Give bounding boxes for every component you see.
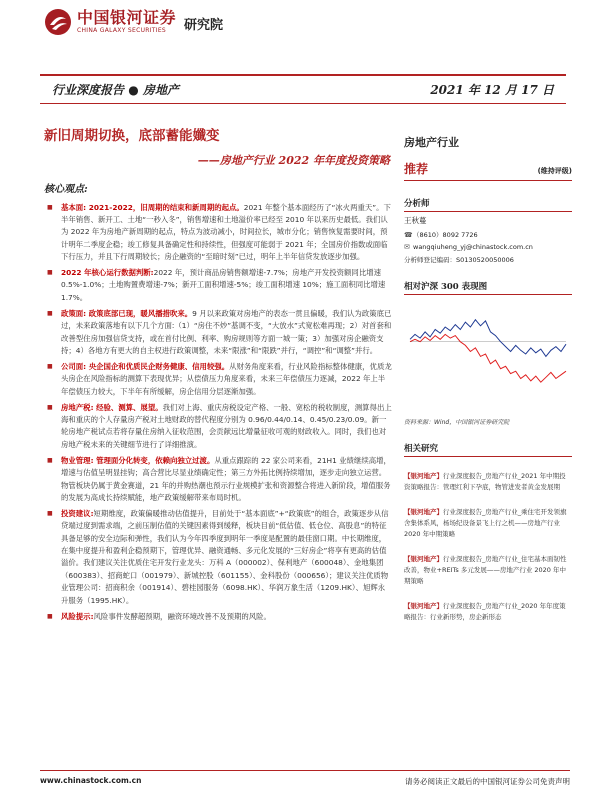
key-point <box>44 402 392 452</box>
rating-value: 推荐 <box>404 162 429 176</box>
key-point-text: 短期维度，政策偏暖推动估值提升，目前处于“基本面底”+“政策底”的组合，政策逐步从信贷端过度到需求端，之前压制估值的关键因素得到缓释，板块目前“低估值、低仓位、高股息”的特征具备足够的安全边际和弹性，我们认为今年四季度到明年一季度是配置的最佳窗口期。中长期维度，在集中度提升和盈利企稳预期下，管理优异、融资通畅、多元化发展的“三好房企”将享有更高的估值溢价。我们建议关注优质住宅开发行业龙头：万科 A（000002）、保利地产（600048）、金地集团（600383）、招商蛇口（001979）、新城控股（601155）、金科股份（000656）；建议关注优质物业管理公司：招商积余（001914）、碧桂园服务（6098.HK）、华润万象生活（1209.HK）、旭辉永升服务（1995.HK）。 <box>61 508 389 605</box>
brand-name-en: CHINA GALAXY SECURITIES <box>77 27 167 34</box>
footer-url[interactable]: www.chinastock.com.cn <box>40 776 142 785</box>
related-tag: 【银河地产】 <box>404 508 443 516</box>
key-points-list <box>44 198 392 756</box>
report-subtitle: ——房地产行业 2022 年年度投资策略 <box>197 154 390 167</box>
related-research-item[interactable] <box>404 507 572 540</box>
key-point-text: 风险事件发酵超预期，融资环境改善不及预期的风险。 <box>93 611 271 621</box>
analyst-phone-row <box>404 230 572 239</box>
chart-series-line-0 <box>410 320 566 357</box>
galaxy-logo-icon <box>44 8 72 36</box>
rating-note: (维持评级) <box>537 167 572 175</box>
analyst-email-row <box>404 243 572 251</box>
key-point <box>44 508 392 607</box>
report-header-band <box>40 74 566 104</box>
key-point <box>44 308 392 358</box>
phone-icon: ☎ <box>404 230 413 239</box>
related-text: 行业深度报告_房地产行业_2021 年中期投资策略报告：管理红利下孕底，物管进发者黄金发展期 <box>404 472 566 491</box>
key-point-lead: 政策面: 政策底部已现，暖风播措吹来。 <box>61 308 193 318</box>
related-research-item[interactable] <box>404 471 572 493</box>
report-category-line <box>52 81 179 98</box>
key-point-text: 从重点跟踪的 22 家公司来看，21H1 业绩继续高增，增速与估值呈明显挂钩；高合营比尽显业绩确定性；第三方外拓比例持续增加，逐步走向独立运营。物管板块仍属于黄金赛道，21 年的并购热潮也预示行业规模扩张和资源整合将进入新阶段，增值服务的发展为高成长持续赋能，地产政策缓解带来布局时机。 <box>61 455 391 502</box>
key-point <box>44 202 392 264</box>
report-sector: 房地产 <box>142 83 179 97</box>
related-tag: 【银河地产】 <box>404 472 443 480</box>
key-point-text: 9 月以来政策对房地产的表态一贯且偏暖，我们认为政策底已过，未来政策落地有以下几个方面:（1）“房住不炒”基调不变，“大放水”式宽松难再现；2）对首套和改善型住房加强信贷支持，或在首付比例、利率、购房规则等方面一城一策；3）加强对房企融资支持；4）各地方有更大的自主权进行政策调整，未来“限涨”和“限跌”并行，“调控”和“调整”并行。 <box>61 308 392 355</box>
key-point <box>44 267 392 304</box>
related-research-item[interactable] <box>404 554 572 587</box>
related-tag: 【银河地产】 <box>404 555 443 563</box>
key-point <box>44 611 392 623</box>
related-text: 行业深度报告_房地产行业_2020 年年度策略报告：行业新形势，房企新形态 <box>404 602 566 621</box>
analyst-name: 王秋蔓 <box>404 216 427 225</box>
report-category: 行业深度报告 <box>52 83 125 97</box>
brand-text <box>77 10 176 34</box>
key-point-text: 2022 年，预计商品房销售额增速-7.7%；房地产开发投资额同比增速 0.5%-1.0%；土地购置费增速-7%；新开工面积增速-5%；竣工面积增速 10%；施工面积同比增速 1.7%。 <box>61 268 386 302</box>
key-point-lead: 公司面: 央企国企和优质民企财务健康、信用较强。 <box>61 361 230 371</box>
bullet-separator: ● <box>128 83 139 97</box>
key-point-lead: 房地产税: 经验、测算、展望。 <box>61 402 163 412</box>
brand-logo <box>44 8 223 36</box>
related-research-item[interactable] <box>404 601 572 623</box>
report-title: 新旧周期切换，底部蓄能孅变 <box>44 128 220 144</box>
key-point-lead: 基本面: 2021-2022，旧周期的结束和新周期的起点。 <box>61 202 244 212</box>
related-text: 行业深度报告_房地产行业_乘住宅开发领旗舍集体系风，杨场纪设备景飞上行之机——房地产行业 2020 年中期策略 <box>404 508 567 538</box>
footer-disclaimer: 请务必阅读正文最后的中国银河证券公司免责声明 <box>405 777 570 786</box>
analyst-header: 分析师 <box>404 197 572 212</box>
key-points-label: 核心观点: <box>44 184 88 195</box>
related-research-header: 相关研究 <box>404 442 572 457</box>
chart-source: 资料来源：Wind，中国银河证券研究院 <box>404 419 510 426</box>
related-text: 行业深度报告_房地产行业_住宅基本面韧性改善，物业+REITs 多元发展——房地产行业 2020 年中期策略 <box>404 555 567 585</box>
analyst-phone: （8610）8092 7726 <box>413 231 478 239</box>
report-date: 2021 年 12 月 17 日 <box>430 83 554 97</box>
analyst-cert: 分析师登记编码：S0130520050006 <box>404 256 514 264</box>
relative-performance-chart <box>404 299 572 411</box>
report-main-heading <box>44 124 390 195</box>
page-footer <box>40 770 570 787</box>
key-point-lead: 投资建议: <box>61 508 94 518</box>
brand-sub: 研究院 <box>184 17 224 33</box>
key-point-text: 从财务角度来看，行业风险指标整体健康，优质龙头房企在风险指标的测算下表现优异；从偿债压力角度来看，未来三年偿债压力逐减，2022 年上半年偿债压力较大，下半年有所缓解，房企信用分层逐渐加强。 <box>61 361 392 396</box>
rating-row <box>404 160 572 181</box>
key-point-lead: 风险提示: <box>61 611 94 621</box>
key-point-lead: 2022 年核心运行数据判断: <box>61 268 154 278</box>
industry-label: 房地产行业 <box>404 136 459 149</box>
key-point-lead: 物业管理: 管理面分化转变，依赖向独立过渡。 <box>61 455 215 465</box>
key-point-text: 2021 年整个基本面经历了“冰火两重天”。下半年销售、新开工、土地“一秒入冬”，销售增速和土地溢价率已经至 2010 年以来历史最低。我们认为 2022 年为房地产新周期的起点，特点为波动减小，时间拉长，城市分化；销售恢复需要时间，预计明年二季度企稳；竣工修复具备确定性和持续性，但强度可能弱于 2021 年；全国房价指数或面临下行压力，并且下行周期较长；房企融资的“至暗时刻”已过，明年上半年信贷发放逐步加强。 <box>61 202 391 262</box>
email-icon: ✉ <box>404 243 410 251</box>
brand-name-cn: 中国银河证券 <box>77 8 177 27</box>
key-point-text: 我们对上海、重庆房税设定产格、一般、宽松的税收制度，测算得出上海和重庆的个人存量房产税对土地财政的替代程度分别为 0.96/0.44/0.14、0.45/0.23/0.09。新一轮房地产税试点若将存量住房纳入征收范围，会贡献远比增量征收可观的财政收入。同时，我们也对房地产税未来的关键细节进行了详细推演。 <box>61 402 392 449</box>
chart-header: 相对沪深 300 表现图 <box>404 280 572 295</box>
report-sidebar <box>404 134 572 623</box>
key-point <box>44 361 392 398</box>
related-tag: 【银河地产】 <box>404 602 443 610</box>
key-point <box>44 455 392 505</box>
analyst-email[interactable]: wangqiuheng_yj@chinastock.com.cn <box>413 243 533 251</box>
